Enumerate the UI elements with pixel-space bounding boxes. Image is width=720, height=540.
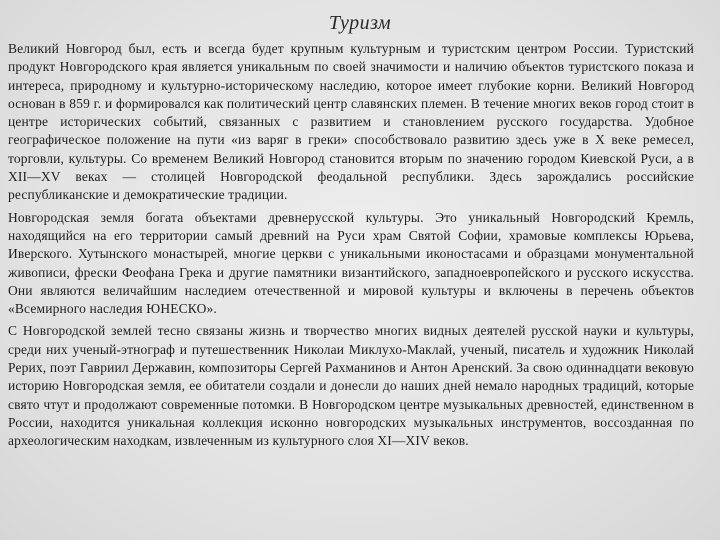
slide-title: Туризм (328, 12, 392, 34)
slide-body (8, 40, 694, 455)
paragraph-history: Великий Новгород был, есть и всегда будет крупным культурным и туристским центром России. Туристский продукт Новгородского края является уникальным по своей значимости и наличию объектов туристского показа и интереса, природному и культурно-историческому наследию, которое имеет глубокие корни. Великий Новгород основан в 859 г. и формировался как политический центр славянских племен. В течение многих веков город стоит в центре исторических событий, связанных с развитием и становлением русского государства. Удобное географическое положение на пути «из варяг в греки» способствовало развитию здесь уже в X веке ремесел, торговли, культуры. Со временем Великий Новгород становится вторым по значению городом Киевской Руси, а в XII—XV веках — столицей Новгородской феодальной республики. Здесь зарождались российские республиканские и демократические традиции. (8, 41, 694, 203)
paragraph-heritage: Новгородская земля богата объектами древнерусской культуры. Это уникальный Новгородский Кремль, находящийся на его территории самый древний на Руси храм Святой Софии, храмовые комплексы Юрьева, Иверского. Хутынского монастырей, многие церкви с уникальными иконостасами и образцами монументальной живописи, фрески Феофана Грека и другие памятники византийского, западноевропейского и русского искусства. Они являются величайшим наследием отечественной и мировой культуры и включены в перечень объектов «Всемирного наследия ЮНЕСКО». (8, 209, 694, 317)
paragraph-culture: С Новгородской землей тесно связаны жизнь и творчество многих видных деятелей русской науки и культуры, среди них ученый-этнограф и путешественник Николаи Миклухо-Маклай, ученый, писатель и художник Николай Рерих, поэт Гавриил Державин, композиторы Сергей Рахманинов и Антон Аренский. За свою одиннадцати вековую историю Новгородская земля, ее обитатели создали и донесли до наших дней немало народных традиций, которые свято чтут и продолжают современные потомки. В Новгородском центре музыкальных древностей, единственном в России, находится уникальная коллекция исконно новгородских музыкальных инструментов, воссозданная по археологическим находкам, извлеченным из культурного слоя XI—XIV веков. (8, 323, 694, 449)
